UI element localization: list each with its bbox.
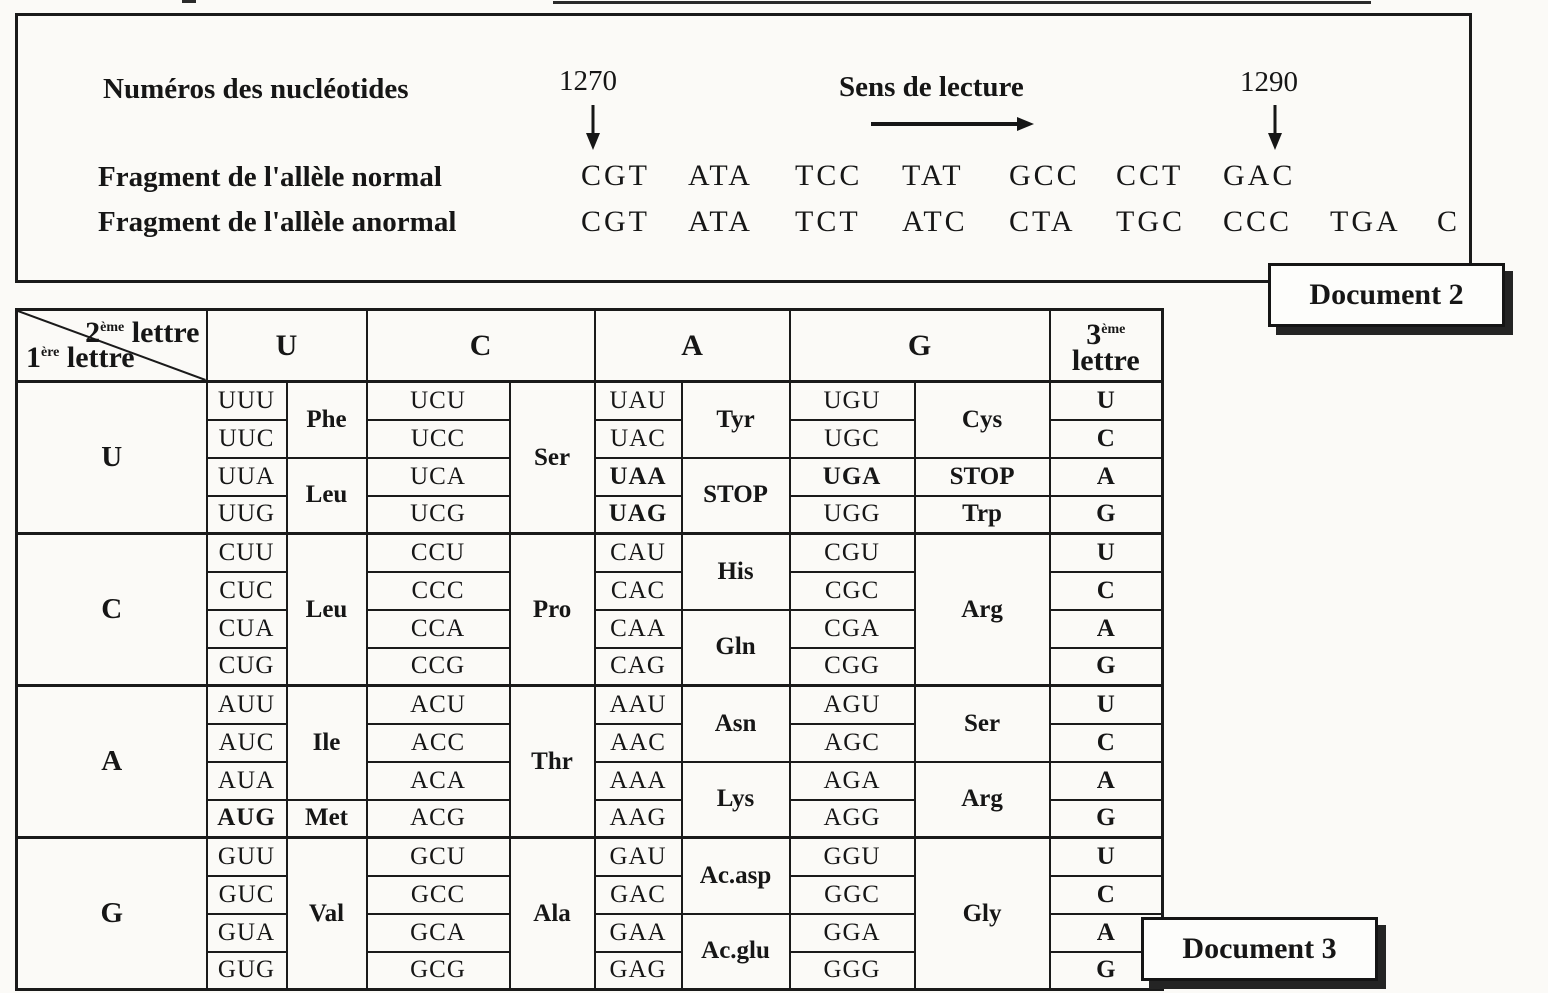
second-letter-corner-label: 2ème lettre xyxy=(85,316,200,349)
codon-cell: UAA xyxy=(595,458,682,496)
codon-cell: ACU xyxy=(367,686,510,724)
third-letter-cell: G xyxy=(1050,952,1163,990)
abnormal-fragment-label: Fragment de l'allèle anormal xyxy=(98,206,457,238)
codon-cell: GCG xyxy=(367,952,510,990)
third-letter-cell: G xyxy=(1050,800,1163,838)
stop-cell: STOP xyxy=(915,458,1050,496)
codon-cell: AUC xyxy=(207,724,287,762)
third-letter-cell: G xyxy=(1050,496,1163,534)
codon-cell: UGG xyxy=(790,496,915,534)
codon-cell: CUA xyxy=(207,610,287,648)
third-letter-cell: A xyxy=(1050,914,1163,952)
amino-acid-cell: Tyr xyxy=(682,382,790,458)
codon-cell: UCA xyxy=(367,458,510,496)
third-letter-cell: C xyxy=(1050,420,1163,458)
down-arrow-1290-icon xyxy=(1264,105,1286,151)
amino-acid-cell: Phe xyxy=(287,382,367,458)
codon-cell: AAG xyxy=(595,800,682,838)
amino-acid-cell: His xyxy=(682,534,790,610)
codon-cell: AUA xyxy=(207,762,287,800)
amino-acid-cell: Ser xyxy=(510,382,595,534)
table-corner-cell xyxy=(17,310,207,382)
normal-codon: CGT xyxy=(581,159,650,192)
amino-acid-cell: Ile xyxy=(287,686,367,800)
third-letter-cell: A xyxy=(1050,458,1163,496)
amino-acid-cell: Asn xyxy=(682,686,790,762)
codon-cell: GAC xyxy=(595,876,682,914)
third-letter-cell: U xyxy=(1050,382,1163,420)
codon-cell: AGU xyxy=(790,686,915,724)
amino-acid-cell: Thr xyxy=(510,686,595,838)
third-letter-cell: A xyxy=(1050,610,1163,648)
codon-cell: CCU xyxy=(367,534,510,572)
codon-cell: UGC xyxy=(790,420,915,458)
codon-cell: AGG xyxy=(790,800,915,838)
codon-cell: CGU xyxy=(790,534,915,572)
codon-cell: CUC xyxy=(207,572,287,610)
amino-acid-cell: Ala xyxy=(510,838,595,990)
codon-cell: CAU xyxy=(595,534,682,572)
amino-acid-cell: Arg xyxy=(915,534,1050,686)
normal-codon: GCC xyxy=(1009,159,1080,192)
genetic-code-table xyxy=(15,308,1164,991)
amino-acid-cell: Ac.glu xyxy=(682,914,790,990)
codon-cell: CAA xyxy=(595,610,682,648)
codon-cell: GGU xyxy=(790,838,915,876)
normal-codon: GAC xyxy=(1223,159,1296,192)
amino-acid-cell: Leu xyxy=(287,458,367,534)
codon-cell: GGG xyxy=(790,952,915,990)
stop-cell: STOP xyxy=(682,458,790,534)
scan-artifact-tick xyxy=(182,0,196,3)
codon-cell: GAU xyxy=(595,838,682,876)
codon-cell: AAU xyxy=(595,686,682,724)
abnormal-codon: ATA xyxy=(688,205,753,238)
codon-cell: UGU xyxy=(790,382,915,420)
third-letter-header: 3ème lettre xyxy=(1050,310,1163,382)
codon-cell: AAA xyxy=(595,762,682,800)
normal-codon: TAT xyxy=(902,159,964,192)
first-letter-cell: U xyxy=(17,382,207,534)
reading-direction-label: Sens de lecture xyxy=(839,71,1024,103)
amino-acid-cell: Ser xyxy=(915,686,1050,762)
codon-cell: GCC xyxy=(367,876,510,914)
normal-codon: CCT xyxy=(1116,159,1184,192)
second-letter-header-G: G xyxy=(790,310,1050,382)
amino-acid-cell: Leu xyxy=(287,534,367,686)
codon-cell: CGA xyxy=(790,610,915,648)
first-letter-cell: G xyxy=(17,838,207,990)
first-letter-corner-label: 1ère lettre xyxy=(26,341,135,374)
document2-frame xyxy=(15,13,1472,283)
document3-badge-label: Document 3 xyxy=(1182,932,1337,965)
codon-cell: UAC xyxy=(595,420,682,458)
abnormal-codon: C xyxy=(1437,205,1461,238)
codon-cell: GCA xyxy=(367,914,510,952)
codon-cell: UAU xyxy=(595,382,682,420)
codon-cell: CGC xyxy=(790,572,915,610)
codon-cell: GUC xyxy=(207,876,287,914)
codon-cell: GGA xyxy=(790,914,915,952)
scan-artifact-line xyxy=(553,1,1371,4)
codon-cell: GUG xyxy=(207,952,287,990)
normal-codon: TCC xyxy=(795,159,863,192)
codon-cell: GUA xyxy=(207,914,287,952)
third-letter-cell: C xyxy=(1050,724,1163,762)
amino-acid-cell: Val xyxy=(287,838,367,990)
codon-cell: CCA xyxy=(367,610,510,648)
codon-cell: CUG xyxy=(207,648,287,686)
amino-acid-cell: Cys xyxy=(915,382,1050,458)
codon-cell: UCU xyxy=(367,382,510,420)
document2-badge-label: Document 2 xyxy=(1309,278,1464,311)
codon-cell: UGA xyxy=(790,458,915,496)
normal-fragment-label: Fragment de l'allèle normal xyxy=(98,161,442,193)
codon-cell: AGC xyxy=(790,724,915,762)
codon-cell: ACG xyxy=(367,800,510,838)
codon-cell: CUU xyxy=(207,534,287,572)
codon-cell: UAG xyxy=(595,496,682,534)
normal-codon: ATA xyxy=(688,159,753,192)
codon-cell: ACA xyxy=(367,762,510,800)
first-letter-cell: A xyxy=(17,686,207,838)
amino-acid-cell: Pro xyxy=(510,534,595,686)
amino-acid-cell: Arg xyxy=(915,762,1050,838)
codon-cell: AUG xyxy=(207,800,287,838)
document2-badge xyxy=(1268,263,1505,327)
abnormal-codon: CTA xyxy=(1009,205,1076,238)
third-letter-cell: U xyxy=(1050,838,1163,876)
second-letter-header-A: A xyxy=(595,310,790,382)
third-letter-cell: U xyxy=(1050,534,1163,572)
codon-cell: CCG xyxy=(367,648,510,686)
abnormal-codon: TGA xyxy=(1330,205,1401,238)
codon-cell: CAG xyxy=(595,648,682,686)
nucleotide-numbers-label: Numéros des nucléotides xyxy=(103,73,409,105)
abnormal-codon: CCC xyxy=(1223,205,1293,238)
codon-cell: UUC xyxy=(207,420,287,458)
abnormal-codon: TGC xyxy=(1116,205,1185,238)
codon-cell: CGG xyxy=(790,648,915,686)
codon-cell: UUA xyxy=(207,458,287,496)
codon-cell: ACC xyxy=(367,724,510,762)
codon-cell: UCG xyxy=(367,496,510,534)
codon-cell: CCC xyxy=(367,572,510,610)
third-letter-cell: G xyxy=(1050,648,1163,686)
codon-cell: CAC xyxy=(595,572,682,610)
amino-acid-cell: Gln xyxy=(682,610,790,686)
codon-cell: AAC xyxy=(595,724,682,762)
codon-cell: GAA xyxy=(595,914,682,952)
codon-cell: UUU xyxy=(207,382,287,420)
codon-cell: GCU xyxy=(367,838,510,876)
abnormal-codon: CGT xyxy=(581,205,650,238)
third-letter-cell: C xyxy=(1050,876,1163,914)
codon-cell: UCC xyxy=(367,420,510,458)
down-arrow-1270-icon xyxy=(582,105,604,151)
codon-cell: GUU xyxy=(207,838,287,876)
second-letter-header-C: C xyxy=(367,310,595,382)
amino-acid-cell: Lys xyxy=(682,762,790,838)
amino-acid-cell: Ac.asp xyxy=(682,838,790,914)
amino-acid-cell: Trp xyxy=(915,496,1050,534)
codon-cell: AUU xyxy=(207,686,287,724)
position-1290-label: 1290 xyxy=(1240,66,1298,98)
second-letter-header-U: U xyxy=(207,310,367,382)
right-arrow-icon xyxy=(871,115,1035,133)
codon-cell: GAG xyxy=(595,952,682,990)
abnormal-codon: ATC xyxy=(902,205,968,238)
document3-badge xyxy=(1141,917,1378,981)
third-letter-cell: A xyxy=(1050,762,1163,800)
abnormal-codon: TCT xyxy=(795,205,861,238)
codon-cell: UUG xyxy=(207,496,287,534)
third-letter-cell: U xyxy=(1050,686,1163,724)
first-letter-cell: C xyxy=(17,534,207,686)
codon-cell: AGA xyxy=(790,762,915,800)
codon-cell: GGC xyxy=(790,876,915,914)
third-letter-cell: C xyxy=(1050,572,1163,610)
amino-acid-cell: Gly xyxy=(915,838,1050,990)
position-1270-label: 1270 xyxy=(559,65,617,97)
amino-acid-cell: Met xyxy=(287,800,367,838)
